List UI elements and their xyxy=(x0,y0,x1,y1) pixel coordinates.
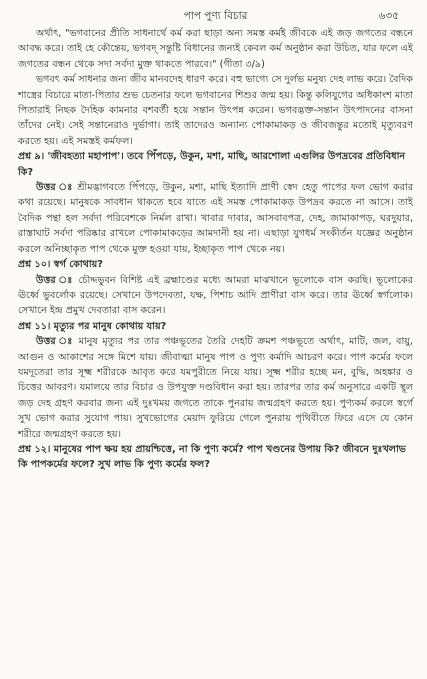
question xyxy=(18,257,413,272)
question-text: 'জীবহত্যা মহাপাপ'। তবে পিঁপড়ে, উকুন, মশা, মাছি, আরশোলা এগুলির উপদ্রবের প্রতিবিধান কি? xyxy=(18,151,406,178)
answer xyxy=(18,273,413,319)
answer xyxy=(18,334,413,442)
answer-label: উত্তর ঃ xyxy=(36,274,74,286)
question-label: প্রশ্ন ১০। xyxy=(18,259,51,271)
question-text: মানুষের পাপ ক্ষয় হয় প্রায়শ্চিত্তে, না কি পুণ্য কর্মে? পাপ খণ্ডনের উপায় কি? জীবনে দুঃখলাভ কি পাপকর্মের ফলে? সুখ লাভ কি পুণ্য কর্মের ফল? xyxy=(18,443,406,471)
question-label: প্রশ্ন ৯। xyxy=(18,151,45,163)
answer-label: উত্তর ঃ xyxy=(36,336,74,348)
question-label: প্রশ্ন ১১। xyxy=(18,320,51,332)
paragraph: অর্থাৎ, "ভগবানের প্রীতি সাধনার্থে কর্ম করা ছাড়া অন্য সমস্ত কর্মই জীবকে এই জড় জগতের বন্ধনে আবদ্ধ করে। তাই হে কৌন্তেয়, ভগবদ্ সন্তুষ্টি বিধানের জন্যই কেবল কর্ম অনুষ্ঠান করা উচিত, যার ফলে এই জগতের বন্ধন থেকে সদা সর্বদা মুক্ত থাকতে পারবে।" (গীতা ৩/৯) xyxy=(18,28,413,70)
answer-text: চৌদ্দভুবন বিশিষ্ট এই ব্রহ্মাণ্ডের মধ্যে আমরা মাঝখানে ভূলোকে বাস করছি। ভূলোকের ঊর্ধ্বে ভুবর্লোক রয়েছে। সেখানে উপদেবতা, যক্ষ, পিশাচ আদি প্রাণীরা বাস করে। তার ঊর্ধ্বে স্বর্গলোক। সেখানে ইন্দ্র প্রমুখ দেবতারা বাস করেন। xyxy=(18,274,413,317)
question xyxy=(18,442,413,473)
answer-text: শ্রীমদ্ভাগবতে পিঁপড়ে, উকুন, মশা, মাছি ইত্যাদি প্রাণী স্বেদ হেতু পাপের ফল ভোগ করার কথা রয়েছে। মানুষকে সাবধান থাকতে হবে যাতে এই সমস্ত পোকামাকড় উপদ্রব করতে না আসে। তাই বৈদিক পন্থা হল সর্বদা পরিবেশকে নির্মল রাখা। খাবার দাবার, আসবাবপত্র, দেহ, জামাকাপড়, ঘরদুয়ার, রাস্তাঘাট সর্বদা পরিষ্কার রাখলে পোকামাকড়ের আমদানী হয় না। এছাড়া যুগধর্ম সংকীর্তন যজ্ঞের অনুষ্ঠান করলে অনিচ্ছাকৃত পাপ থেকে মুক্ত হওয়া যায়, ইচ্ছাকৃত পাপ থেকে নয়। xyxy=(18,182,413,255)
answer-label: উত্তর ঃ xyxy=(36,182,74,194)
answer xyxy=(18,180,413,257)
page-number: ৬৩৫ xyxy=(378,10,399,22)
question xyxy=(18,319,413,334)
body-text xyxy=(18,26,413,473)
question-text: মৃত্যুর পর মানুষ কোথায় যায়? xyxy=(53,320,167,332)
question-label: প্রশ্ন ১২। xyxy=(18,443,51,455)
running-title: পাপ পুণ্য বিচার xyxy=(183,10,248,22)
question xyxy=(18,149,413,180)
question-text: স্বর্গ কোথায়? xyxy=(53,259,103,271)
answer-text: মানুষ মৃত্যুর পর তার পঞ্চভূতের তৈরি দেহটি ক্রমশ পঞ্চভূতে অর্থাৎ, মাটি, জল, বায়ু, আগুন ও আকাশের সঙ্গে মিশে যায়। জীবাত্মা মানুষ পাপ ও পুণ্য কর্মাদি আচরণ করে। পাপ কর্মের ফলে যমদূতেরা তার সূক্ষ্ম শরীরকে আবৃত করে যমপুরীতে নিয়ে যায়। সূক্ষ্ম শরীর হচ্ছে মন, বুদ্ধি, অহঙ্কার ও চিত্তের আবরণ। যমালয়ে তার বিচার ও উপযুক্ত দণ্ডবিধান করা হয়। তারপর তার কর্ম অনুসারে একটি স্থূল জড় দেহ গ্রহণ করবার জন্য এই দুঃখময় জগতে তাকে পুনরায় জন্মগ্রহণ করতে হয়। পুণ্যকর্ম করলে স্বর্গে সুখ ভোগ করার সুযোগ পায়। সুখভোগের মেয়াদ ফুরিয়ে গেলে পুনরায় পৃথিবীতে ফিরে এসে যে কোন শরীরে জন্মগ্রহণ করতে হয়। xyxy=(18,336,413,440)
page-header xyxy=(18,0,413,26)
paragraph: ভগবৎ কর্ম সাধনার জন্য জীব মানবদেহ ধারণ করে। বহু ভাগ্যে সে দুর্লভ মনুষ্য দেহ লাভ করে। বৈদিক শাস্ত্রের বিচারে মাতা-পিতার শুভ চেতনার ফলে ভগবানের শিশুর জন্ম হয়। কিন্তু কলিযুগের অধিকাংশ মাতা পিতারাই নিছক দৈহিক কামনার বশবর্তী হয়ে সন্তান উৎপন্ন করেন। ভগবদ্ভক্ত-সন্তান উৎপাদনের বাসনা তাঁদের নেই। সেই সন্তানেরাও দুর্ভাগা। তাই তাদেরও অন্যান্য পোকামাকড় ও জীবজন্তুর মতোই মৃত্যুবরণ করতে হয়। এই সমস্তই কর্মফল। xyxy=(18,74,413,147)
